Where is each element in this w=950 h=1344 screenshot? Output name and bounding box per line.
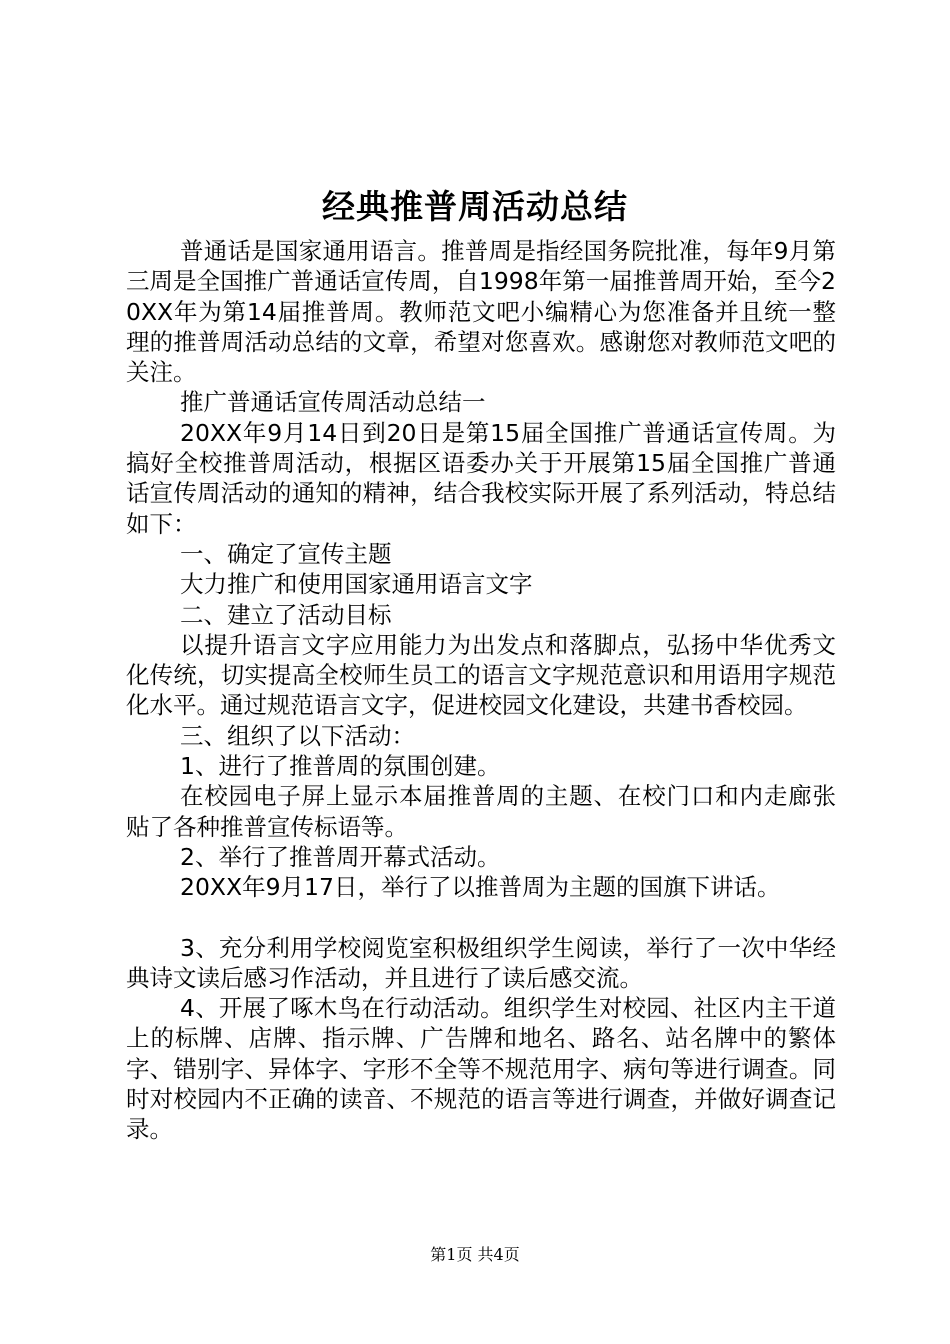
activity-item-2: 2、举行了推普周开幕式活动。 bbox=[180, 842, 501, 871]
section-heading-theme: 一、确定了宣传主题 bbox=[180, 539, 392, 568]
activity-item-1: 1、进行了推普周的氛围创建。 bbox=[180, 752, 501, 781]
paragraph-goal: 以提升语言文字应用能力为出发点和落脚点，弘扬中华优秀文化传统，切实提高全校师生员工的语言文字规范意识和用语用字规范化水平。通过规范语言文字，促进校园文化建设，共建书香校园。 bbox=[126, 630, 836, 720]
activity-detail-2: 20XX年9月17日，举行了以推普周为主题的国旗下讲话。 bbox=[180, 873, 781, 902]
page-number-footer: 第1页 共4页 bbox=[430, 1245, 520, 1264]
document-title: 经典推普周活动总结 bbox=[322, 187, 628, 226]
paragraph-theme: 大力推广和使用国家通用语言文字 bbox=[180, 570, 533, 599]
section-heading-activities: 三、组织了以下活动： bbox=[180, 721, 415, 750]
paragraph-intro: 普通话是国家通用语言。推普周是指经国务院批准，每年9月第三周是全国推广普通话宣传周，自1998年第一届推普周开始，至今20XX年为第14届推普周。教师范文吧小编精心为您准备并且统一整理的推普周活动总结的文章，希望对您喜欢。感谢您对教师范文吧的关注。 bbox=[126, 237, 836, 387]
blank-line bbox=[126, 903, 836, 933]
section-heading-goal: 二、建立了活动目标 bbox=[180, 600, 392, 629]
activity-item-3: 3、充分利用学校阅览室积极组织学生阅读，举行了一次中华经典诗文读后感习作活动，并且进行了读后感交流。 bbox=[126, 933, 836, 992]
paragraph-subheading: 推广普通话宣传周活动总结一 bbox=[180, 388, 486, 417]
activity-item-4: 4、开展了啄木鸟在行动活动。组织学生对校园、社区内主干道上的标牌、店牌、指示牌、广告牌和地名、路名、站名牌中的繁体字、错别字、异体字、字形不全等不规范用字、病句等进行调查。同时对校园内不正确的读音、不规范的语言等进行调查，并做好调查记录。 bbox=[126, 994, 836, 1144]
document-body bbox=[126, 236, 836, 1145]
paragraph-overview: 20XX年9月14日到20日是第15届全国推广普通话宣传周。为搞好全校推普周活动，根据区语委办关于开展第15届全国推广普通话宣传周活动的通知的精神，结合我校实际开展了系列活动，特总结如下： bbox=[126, 418, 836, 538]
activity-detail-1: 在校园电子屏上显示本届推普周的主题、在校门口和内走廊张贴了各种推普宣传标语等。 bbox=[126, 782, 836, 841]
